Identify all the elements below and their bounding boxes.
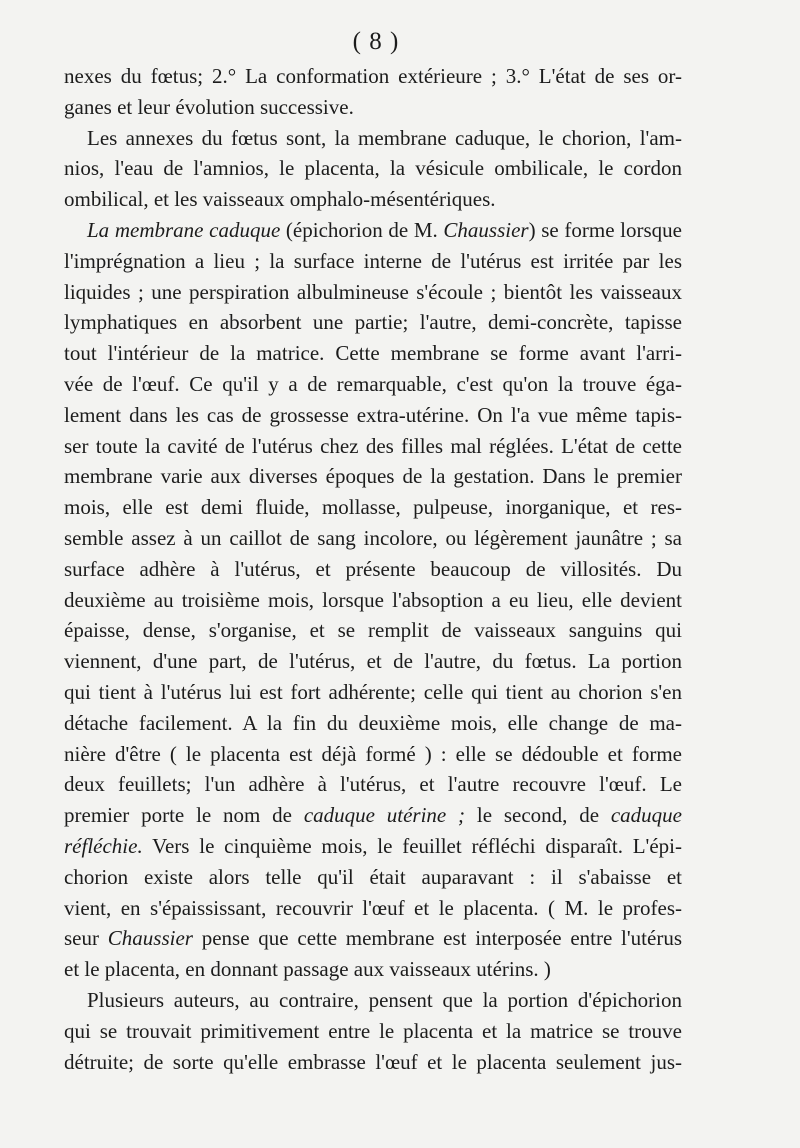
text-line: vée de l'œuf. Ce qu'il y a de remarquable, c'est qu'on la trouve éga-	[64, 371, 682, 396]
text-line: détruite; de sorte qu'elle embrasse l'œuf et le placenta seulement jus-	[64, 1049, 682, 1074]
text-line: Plusieurs auteurs, au contraire, pensent que la portion d'épichorion	[87, 987, 682, 1012]
text-line: deux feuillets; l'un adhère à l'utérus, et l'autre recouvre l'œuf. Le	[64, 772, 682, 797]
text-line: lymphatiques en absorbent une partie; l'autre, demi-concrète, tapisse	[64, 310, 682, 335]
text-line: l'imprégnation a lieu ; la surface interne de l'utérus est irritée par les	[64, 248, 682, 273]
text-line: membrane varie aux diverses époques de la gestation. Dans le premier	[64, 464, 682, 489]
italic-term: réfléchie.	[64, 833, 143, 858]
text-line: premier porte le nom de caduque utérine ; le second, de caduque	[64, 803, 682, 828]
text-line: qui tient à l'utérus lui est fort adhérente; celle qui tient au chorion s'en	[64, 679, 682, 704]
text-line: nios, l'eau de l'amnios, le placenta, la vésicule ombilicale, le cordon	[64, 156, 682, 181]
text-line: réfléchie. Vers le cinquième mois, le feuillet réfléchi disparaît. L'épi-	[64, 833, 682, 858]
text-line: nexes du fœtus; 2.° La conformation extérieure ; 3.° L'état de ses or-	[64, 64, 682, 88]
text-line: lement dans les cas de grossesse extra-utérine. On l'a vue même tapis-	[64, 402, 682, 427]
text-line: chorion existe alors telle qu'il était auparavant : il s'abaisse et	[64, 864, 682, 889]
text-line: vient, en s'épaississant, recouvrir l'œuf et le placenta. ( M. le profes-	[64, 895, 682, 920]
text-line: et le placenta, en donnant passage aux vaisseaux utérins. )	[64, 957, 551, 982]
text-line: ombilical, et les vaisseaux omphalo-mésentériques.	[64, 187, 496, 212]
text-line: tout l'intérieur de la matrice. Cette membrane se forme avant l'arri-	[64, 341, 682, 366]
italic-name: Chaussier	[107, 926, 193, 951]
page-number: ( 8 )	[352, 28, 400, 55]
text-line: détache facilement. A la fin du deuxième mois, elle change de ma-	[64, 710, 682, 735]
text-line: surface adhère à l'utérus, et présente beaucoup de villosités. Du	[64, 556, 682, 581]
italic-term: caduque	[610, 803, 682, 828]
body-text	[64, 61, 682, 1077]
text-line: mois, elle est demi fluide, mollasse, pulpeuse, inorganique, et res-	[64, 495, 682, 520]
text-line: qui se trouvait primitivement entre le placenta et la matrice se trouve	[64, 1018, 682, 1043]
text-line: seur Chaussier pense que cette membrane est interposée entre l'utérus	[64, 926, 682, 951]
text-line: deuxième au troisième mois, lorsque l'absoption a eu lieu, elle devient	[64, 587, 682, 612]
text-line: La membrane caduque (épichorion de M. Chaussier) se forme lorsque	[87, 217, 682, 242]
italic-term: La membrane caduque	[87, 217, 281, 242]
italic-name: Chaussier	[443, 217, 529, 242]
text-line: ganes et leur évolution successive.	[64, 94, 354, 119]
italic-term: caduque utérine ;	[303, 803, 466, 828]
text-line: ser toute la cavité de l'utérus chez des filles mal réglées. L'état de cette	[64, 433, 682, 458]
text-line: nière d'être ( le placenta est déjà formé ) : elle se dédouble et forme	[64, 741, 682, 766]
text-line: semble assez à un caillot de sang incolore, ou légèrement jaunâtre ; sa	[64, 525, 682, 550]
text-line: épaisse, dense, s'organise, et se remplit de vaisseaux sanguins qui	[64, 618, 682, 643]
text-line: viennent, d'une part, de l'utérus, et de l'autre, du fœtus. La portion	[64, 649, 682, 674]
text-line: Les annexes du fœtus sont, la membrane caduque, le chorion, l'am-	[87, 125, 682, 150]
text-line: liquides ; une perspiration albulmineuse s'écoule ; bientôt les vaisseaux	[64, 279, 682, 304]
